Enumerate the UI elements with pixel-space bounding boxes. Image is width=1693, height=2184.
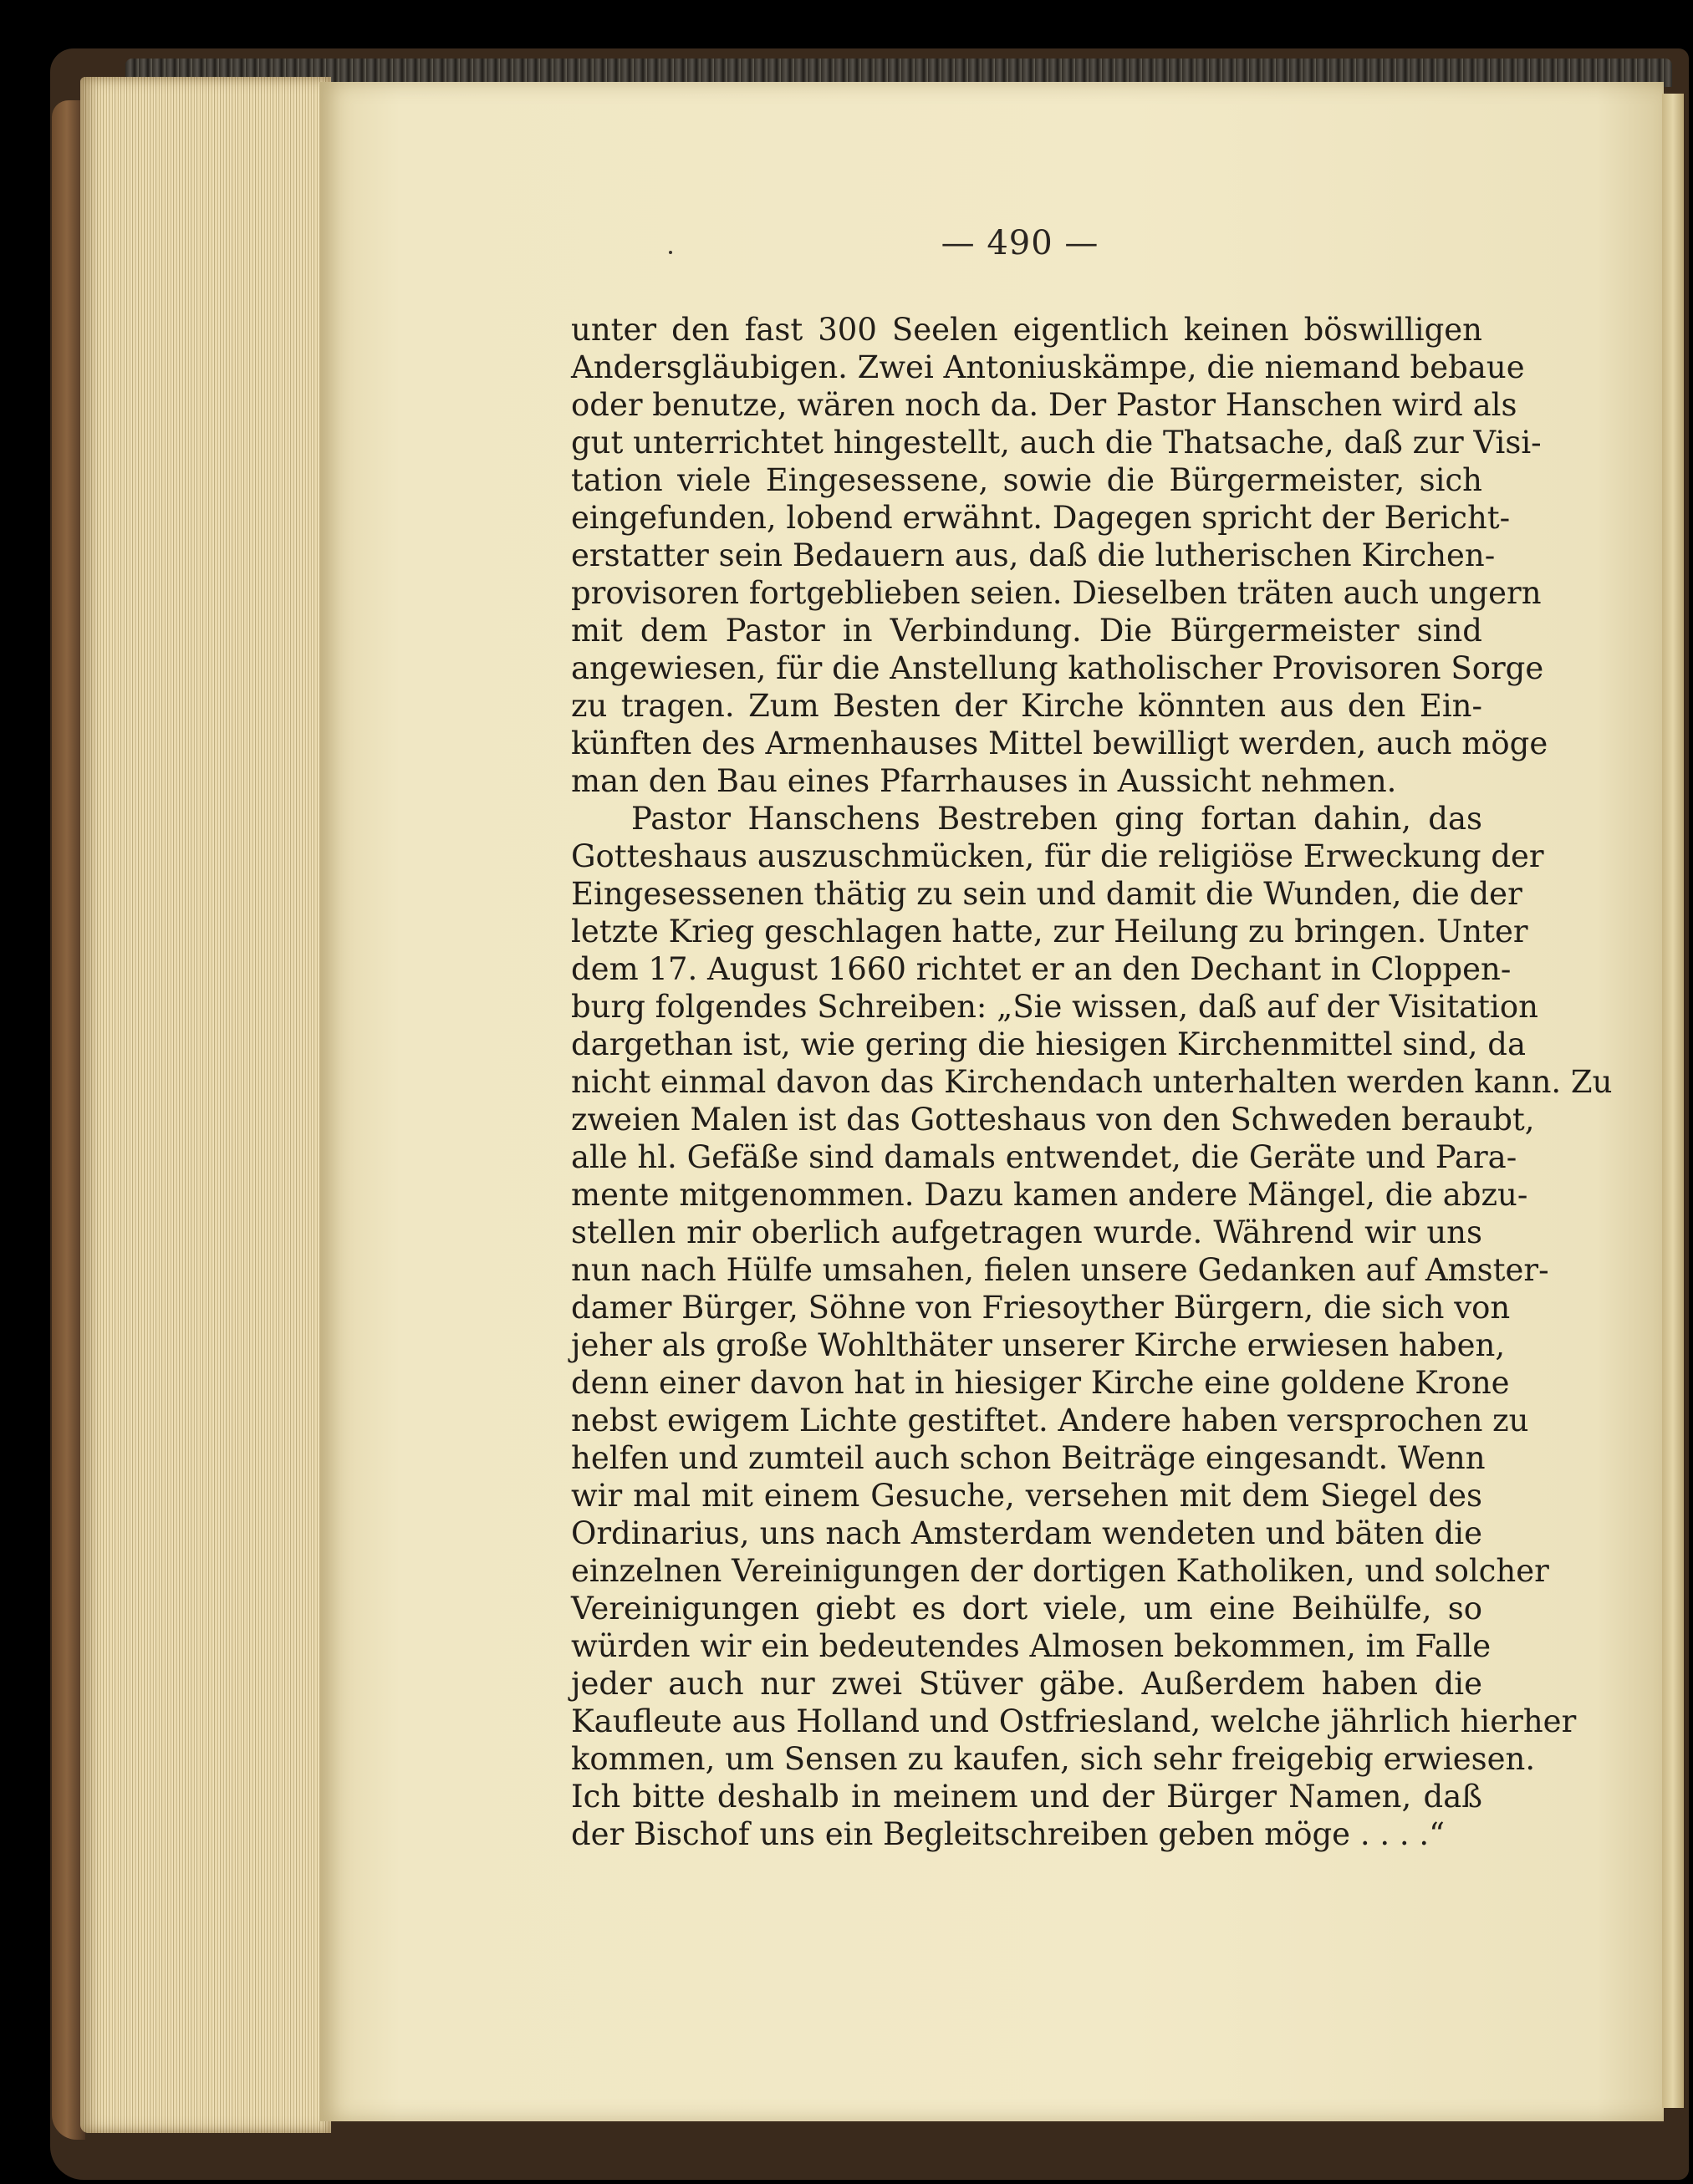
text-line: damer Bürger, Söhne von Friesoyther Bürgern, die sich von — [571, 1290, 1511, 1326]
text-line: gut unterrichtet hingestellt, auch die Thatsache, daß zur Visi- — [571, 425, 1542, 461]
stacked-page-edges — [80, 77, 331, 2133]
text-line: Andersgläubigen. Zwei Antoniuskämpe, die niemand bebaue — [571, 349, 1525, 385]
text-line: stellen mir oberlich aufgetragen wurde. Während wir uns — [571, 1214, 1482, 1250]
text-line: mit dem Pastor in Verbindung. Die Bürgermeister sind — [571, 613, 1482, 649]
right-page-edge — [1662, 94, 1684, 2108]
text-line: oder benutze, wären noch da. Der Pastor Hanschen wird als — [571, 387, 1517, 423]
text-line: erstatter sein Bedauern aus, daß die lutherischen Kirchen- — [571, 537, 1496, 573]
text-line: alle hl. Gefäße sind damals entwendet, die Geräte und Para- — [571, 1139, 1517, 1175]
text-line: nebst ewigem Lichte gestiftet. Andere haben versprochen zu — [571, 1403, 1529, 1438]
body-text — [571, 311, 1613, 1853]
text-line: wir mal mit einem Gesuche, versehen mit dem Siegel des — [571, 1478, 1482, 1514]
text-line: unter den fast 300 Seelen eigentlich keinen böswilligen — [571, 312, 1482, 348]
text-line: dargethan ist, wie gering die hiesigen Kirchenmittel sind, da — [571, 1026, 1527, 1062]
text-line: Vereinigungen giebt es dort viele, um eine Beihülfe, so — [571, 1591, 1482, 1627]
text-line: kommen, um Sensen zu kaufen, sich sehr freigebig erwiesen. — [571, 1741, 1536, 1777]
text-line: zu tragen. Zum Besten der Kirche könnten aus den Ein- — [571, 688, 1482, 724]
text-line: burg folgendes Schreiben: „Sie wissen, daß auf der Visitation — [571, 989, 1538, 1025]
page-number: — 490 — — [941, 224, 1099, 262]
text-line: Ordinarius, uns nach Amsterdam wendeten und bäten die — [571, 1515, 1482, 1551]
text-line: Kaufleute aus Holland und Ostfriesland, welche jährlich hierher — [571, 1703, 1577, 1739]
text-line: jeder auch nur zwei Stüver gäbe. Außerdem haben die — [571, 1666, 1482, 1702]
text-line: Ich bitte deshalb in meinem und der Bürger Namen, daß — [571, 1779, 1482, 1815]
text-line: angewiesen, für die Anstellung katholischer Provisoren Sorge — [571, 650, 1544, 686]
text-line: nicht einmal davon das Kirchendach unterhalten werden kann. Zu — [571, 1064, 1613, 1100]
text-line: provisoren fortgeblieben seien. Dieselben träten auch ungern — [571, 575, 1542, 611]
text-line: würden wir ein bedeutendes Almosen bekommen, im Falle — [571, 1628, 1492, 1664]
text-line: eingefunden, lobend erwähnt. Dagegen spricht der Bericht- — [571, 500, 1511, 536]
text-line: denn einer davon hat in hiesiger Kirche eine goldene Krone — [571, 1365, 1510, 1401]
text-line: dem 17. August 1660 richtet er an den Dechant in Cloppen- — [571, 951, 1512, 987]
text-line: einzelnen Vereinigungen der dortigen Katholiken, und solcher — [571, 1553, 1549, 1589]
text-line: nun nach Hülfe umsahen, fielen unsere Gedanken auf Amster- — [571, 1252, 1549, 1288]
text-line: künften des Armenhauses Mittel bewilligt werden, auch möge — [571, 725, 1548, 761]
text-line: jeher als große Wohlthäter unserer Kirche erwiesen haben, — [571, 1327, 1506, 1363]
text-line: tation viele Eingesessene, sowie die Bürgermeister, sich — [571, 462, 1482, 498]
text-line: man den Bau eines Pfarrhauses in Aussicht nehmen. — [571, 763, 1397, 799]
text-line: Eingesessenen thätig zu sein und damit die Wunden, die der — [571, 876, 1522, 912]
text-line: helfen und zumteil auch schon Beiträge eingesandt. Wenn — [571, 1440, 1486, 1476]
text-line: zweien Malen ist das Gotteshaus von den Schweden beraubt, — [571, 1102, 1535, 1138]
text-line: letzte Krieg geschlagen hatte, zur Heilung zu bringen. Unter — [571, 914, 1528, 949]
text-line: Gotteshaus auszuschmücken, für die religiöse Erweckung der — [571, 838, 1544, 874]
ink-speck — [669, 251, 672, 254]
text-line: mente mitgenommen. Dazu kamen andere Mängel, die abzu- — [571, 1177, 1528, 1213]
text-line: der Bischof uns ein Begleitschreiben geben möge . . . .“ — [571, 1816, 1446, 1852]
paragraph-start-line: Pastor Hanschens Bestreben ging fortan dahin, das — [631, 801, 1482, 837]
